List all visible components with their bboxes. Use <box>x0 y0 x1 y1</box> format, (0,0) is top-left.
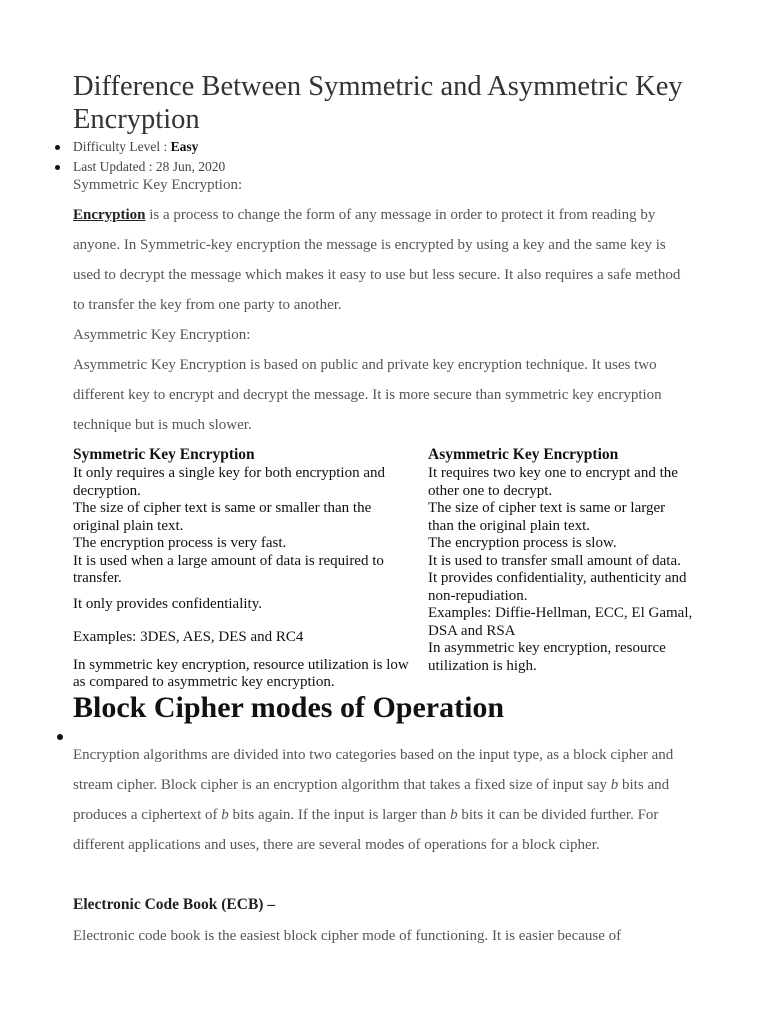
symmetric-row-security: It only provides confidentiality. <box>73 595 262 612</box>
asymmetric-row-keys: It requires two key one to encrypt and the other one to decrypt. <box>428 465 678 499</box>
block-var-b-1: b <box>610 777 619 793</box>
article-meta <box>53 137 225 177</box>
ecb-heading: Electronic Code Book (ECB) – <box>73 896 276 913</box>
symmetric-column <box>73 446 413 692</box>
block-var-b-3: b <box>450 807 458 823</box>
symmetric-row-speed: The encryption process is very fast. <box>73 535 287 551</box>
symmetric-row-keys: It only requires a single key for both encryption and decryption. <box>73 465 385 499</box>
asymmetric-row-security: It provides confidentiality, authenticity and non-repudiation. <box>428 570 687 604</box>
symmetric-row-size: The size of cipher text is same or smaller than the original plain text. <box>73 500 372 534</box>
asymmetric-row-size: The size of cipher text is same or larger than the original plain text. <box>428 500 666 534</box>
symmetric-row-resources: In symmetric key encryption, resource utilization is low as compared to asymmetric key encryption. <box>73 656 409 690</box>
asymmetric-row-examples: Examples: Diffie-Hellman, ECC, El Gamal, DSA and RSA <box>428 605 693 639</box>
block-cipher-paragraph <box>73 740 693 860</box>
block-text-1: Encryption algorithms are divided into two categories based on the input type, as a block cipher and stream cipher. Block cipher is an encryption algorithm that takes a fixed size of input say <box>73 747 674 793</box>
symmetric-row-usage: It is used when a large amount of data is required to transfer. <box>73 552 384 586</box>
ecb-paragraph: Electronic code book is the easiest block cipher mode of functioning. It is easier because of <box>73 928 622 944</box>
encryption-link[interactable]: Encryption <box>73 207 146 223</box>
asymmetric-paragraph: Asymmetric Key Encryption is based on public and private key encryption technique. It uses two different key to encrypt and decrypt the message. It is more secure than symmetric key encryption technique but is much slower. <box>73 357 662 433</box>
asymmetric-column <box>428 446 693 675</box>
symmetric-column-header: Symmetric Key Encryption <box>73 446 255 463</box>
block-text-3: bits again. If the input is larger than <box>228 807 451 823</box>
block-var-b-2: b <box>221 807 229 823</box>
block-text-4: bits it can be divided further. For different applications and uses, there are several modes of operations for a block cipher. <box>73 807 659 853</box>
symmetric-paragraph-text: is a process to change the form of any message in order to protect it from reading by anyone. In Symmetric-key encryption the message is encrypted by using a key and the same key is used to decrypt the message which makes it easy to use but less secure. It also requires a safe method to transfer the key from one party to another. <box>73 207 681 313</box>
last-updated: Last Updated : 28 Jun, 2020 <box>53 157 225 177</box>
symmetric-paragraph <box>73 200 693 320</box>
block-text-2: bits and produces a ciphertext of <box>73 777 670 823</box>
difficulty-label: Difficulty Level : <box>73 139 171 154</box>
symmetric-row-examples: Examples: 3DES, AES, DES and RC4 <box>73 629 304 645</box>
asymmetric-row-usage: It is used to transfer small amount of data. <box>428 552 681 569</box>
asymmetric-subheading: Asymmetric Key Encryption: <box>73 327 251 343</box>
asymmetric-row-resources: In asymmetric key encryption, resource utilization is high. <box>428 640 666 674</box>
block-cipher-heading: Block Cipher modes of Operation <box>73 691 505 724</box>
list-bullet <box>57 734 63 740</box>
asymmetric-column-header: Asymmetric Key Encryption <box>428 446 619 463</box>
symmetric-subheading: Symmetric Key Encryption: <box>73 177 243 193</box>
asymmetric-row-speed: The encryption process is slow. <box>428 535 617 551</box>
page-title: Difference Between Symmetric and Asymmetric Key Encryption <box>73 71 683 135</box>
difficulty-value: Easy <box>170 139 199 154</box>
difficulty-level <box>53 137 225 157</box>
